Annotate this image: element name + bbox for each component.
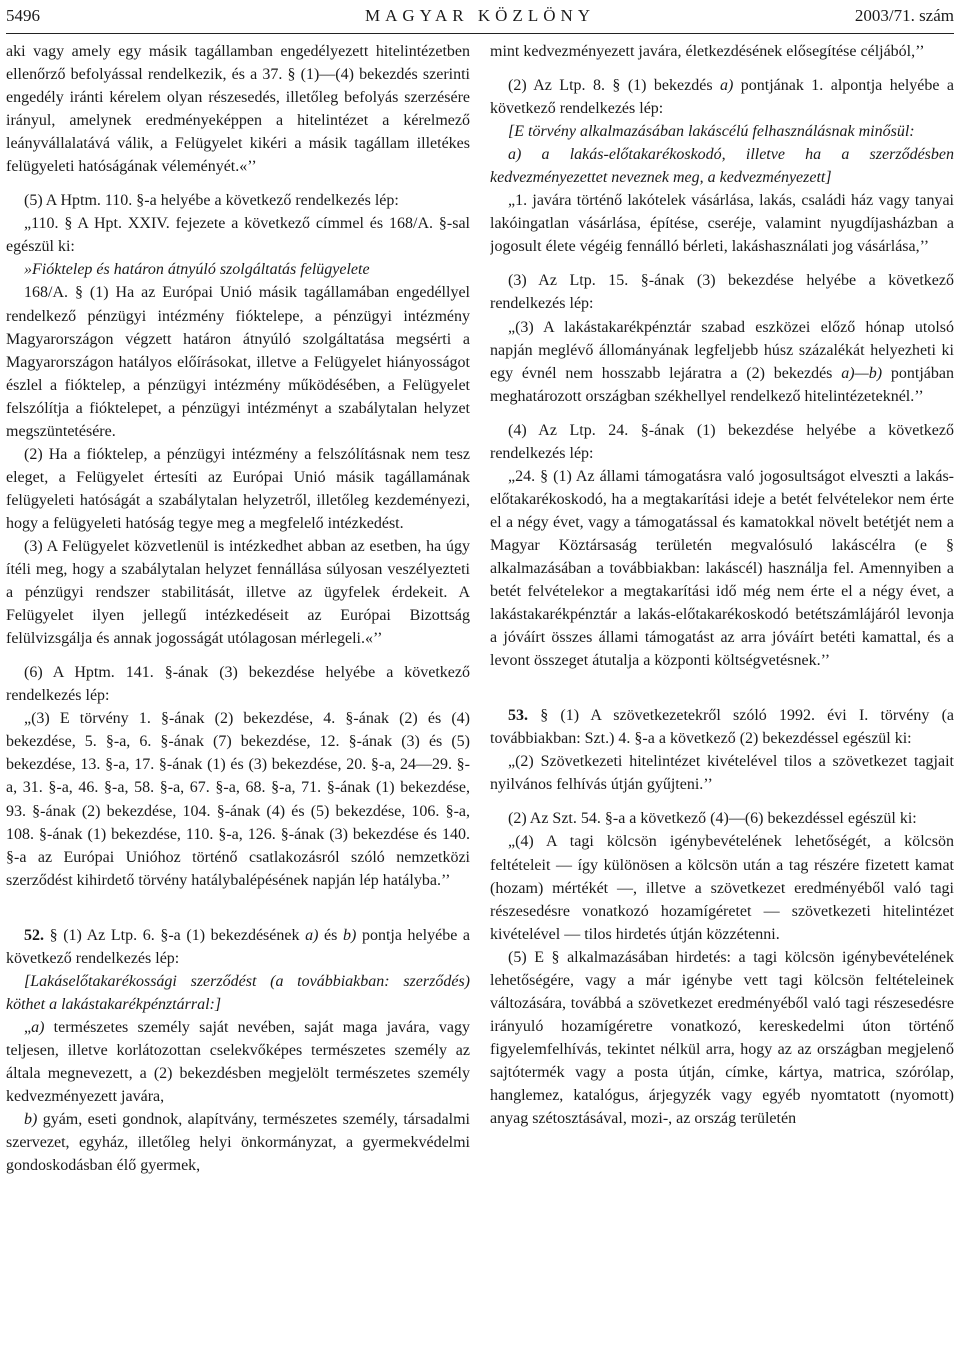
paragraph: „(4) A tagi kölcsön igénybevételének lehetőségét, a kölcsön feltételeit — így különösen a kölcsön után a tag részére fizetett kamat (hozam) mértékét —, illetve a szövetkezet eredményéből való tagi részesedésre vonatkozó hozamígéretet — szövetkezeti hitelintézet kivételével — tilos hirdetés útján közzétenni. [490,833,954,943]
paragraph: [Lakáselőtakarékossági szerződést (a továbbiakban: szerződés) köthet a lakástakarékpénztárral:] [6,972,470,1013]
text-run: § (1) Az Ltp. 6. §-a (1) bekezdésének [44,926,306,944]
paragraph: (5) E § alkalmazásában hirdetés: a tagi kölcsön igénybevételének lehetőségére, vagy a már igénybe vett tagi kölcsön feltételeinek változására, továbbá a szövetkezet eredményéből való tagi részesedésre irányuló hozamígéretre vonatkozó, kereskedelmi úton történő figyelemfelhívás, tekintet nélkül arra, hogy az az országban megjelenő sajtótermék vagy a posta útján, címke, kártya, matrica, szórólap, hanglemez, katalógus, árjegyzék vagy egyéb nyomtatott (nyomott) anyag szétosztásával, mozi-, az ország területén [490,948,954,1128]
left-column [6,40,470,1345]
page-header [6,6,954,30]
paragraph: (5) A Hptm. 110. §-a helyébe a következő rendelkezés lép: [24,192,399,210]
paragraph: mint kedvezményezett javára, életkezdésének elősegítése céljából,’’ [490,43,925,60]
text-run: a) [31,1018,45,1036]
paragraph: (6) A Hptm. 141. §-ának (3) bekezdése helyébe a következő rendelkezés lép: [6,664,470,705]
text-run: gyám, eseti gondnok, alapítvány, természetes személy, társadalmi szervezet, egyház, illetőleg helyi önkormányzat, a gyermekvédelmi gondoskodásban élő gyermek, [6,1111,470,1175]
section-52 [6,924,470,970]
paragraph: „(2) Szövetkezeti hitelintézet kivételével tilos a szövetkezet tagjait nyilvános felhívás útján gyűjteni.’’ [490,753,954,794]
text-run: „(3) A lakástakarékpénztár szabad eszközei előző hónap utolsó napján meglévő állományának legfeljebb húsz százalékát helyezheti ki egy évnél nem hosszabb lejáratra a (2) bekezdés [490,318,954,382]
paragraph: aki vagy amely egy másik tagállamban engedélyezett hitelintézetben ellenőrző befolyással rendelkezik, és a 37. § (1)—(4) bekezdés szerinti engedély iránti kérelem olyan részesedés, illetőleg befolyás szerzésére irányul, amelynek eredményeképpen a hitelintézet a kérelmező leányvállalatává válik, a Felügyelet kikéri a másik tagállam illetékes felügyeleti hatóságának véleményét.«’’ [6,43,470,176]
paragraph: „24. § (1) Az állami támogatásra való jogosultságot elveszti a lakás-előtakarékoskodó, ha a megtakarítási ideje a betét felvételekor nem érte el a négy évet, vagy a támogatással és kamatokkal növelt betétjét nem a Magyar Köztársaság területén megvalósuló lakáscélra (e § alkalmazásában a továbbiakban: lakáscél) használja fel. Amennyiben a betét felvételekor a megtakarítási idő még nem érte el a négy évet, a lakástakarékpénztár a lakás-előtakarékoskodó betétszámlájáról levonja a jóváírt összes állami támogatást az arra jóváírt betéti kamattal, és a levont összeget átutalja a központi költségvetésnek.’’ [490,467,954,670]
paragraph [490,74,954,120]
page-number: 5496 [6,6,40,25]
text-run: pontja helyébe a következő rendelkezés lép: [6,926,470,967]
text-run: § (1) A szövetkezetekről szóló 1992. évi I. törvény (a továbbiakban: Szt.) 4. §-a a következő (2) bekezdéssel egészül ki: [490,707,954,748]
paragraph: 168/A. § (1) Ha az Európai Unió másik tagállamában engedéllyel rendelkező pénzügyi intézmény fióktelepe, a pénzügyi intézmény Magyarországon végzett határon átnyúló szolgáltatása megsérti a Magyarországon hatályos előírásokat, illetve a Felügyelet hiányosságot észlel a fióktelep, a pénzügyi intézmény működésében, a Felügyelet felszólítja a fióktelepet, a pénzügyi intézményt a szabálytalan helyzet megszüntetésére. [6,284,470,440]
paragraph: (3) A Felügyelet közvetlenül is intézkedhet abban az esetben, ha úgy ítéli meg, hogy a szabálytalan helyzet fennállása súlyosan veszélyezteti a pénzügyi rendszer stabilitását, illetve az ügyfelek érdekeit. A Felügyelet ilyen jellegű intézkedéseit az Európai Bizottság felülvizsgálja és annak jogosságát utólagosan mérlegeli.«’’ [6,537,470,648]
paragraph: [E törvény alkalmazásában lakáscélú felhasználásnak minősül: [508,123,915,141]
paragraph: „1. javára történő lakótelek vásárlása, lakás, családi ház vagy tanyai lakóingatlan vásárlása, építése, cseréje, valamint nyugdíjasházban a jogosult élete végéig fennálló bérleti, lakáshasználati jog vásárlása,’’ [490,192,954,256]
section-number: 52. [24,926,44,944]
text-run: a) [305,926,319,944]
text-run: b) [343,926,357,944]
paragraph: „110. § A Hpt. XXIV. fejezete a következő címmel és 168/A. §-sal egészül ki: [6,215,470,256]
text-run: természetes személy saját nevében, saját maga javára, vagy teljesen, illetve korlátozottan cselekvőképes természetes személy az általa megnevezett, a (2) bekezdésben megjelölt természetes személy kedvezményezett javára, [6,1018,470,1106]
text-run: „ [24,1018,32,1036]
paragraph: (2) Ha a fióktelep, a pénzügyi intézmény a felszólításnak nem tesz eleget, a Felügyelet értesíti az Európai Unió másik tagállamának felügyeleti hatóságát a szabálytalan helyzetről, illetőleg kezdeményezi, hogy a felügyeleti hatóság tegye meg a megfelelő intézkedést. [6,445,470,532]
text-run: pontjában meghatározott országban székhellyel rendelkező hitelintézeteknél.’’ [490,364,954,405]
right-column [490,40,954,1345]
paragraph: a) a lakás-előtakarékoskodó, illetve ha a szerződésben kedvezményezettet neveznek meg, a kedvezményezett] [490,146,954,187]
section-title: »Fióktelep és határon átnyúló szolgáltatás felügyelete [24,261,370,279]
paragraph [490,316,954,408]
section-53 [490,704,954,750]
text-run: a) [720,77,734,95]
text-run: pontjának 1. alpontja helyébe a következő rendelkezés lép: [490,77,954,118]
text-run: a)—b) [841,364,883,382]
text-run: (2) Az Ltp. 8. § (1) bekezdés [508,77,720,95]
paragraph: „(3) E törvény 1. §-ának (2) bekezdése, 4. §-ának (2) és (4) bekezdése, 5. §-a, 6. §-ának (7) bekezdése, 12. §-ának (3) és (5) bekezdése, 13. §-a, 17. §-ának (1) és (3) bekezdése, 20. §-a, 24—29. §-a, 31. §-a, 46. §-a, 58. §-a, 67. §-a, 68. §-a, 71. §-ának (1) bekezdése, 93. §-ának (2) bekezdése, 104. §-ának (4) és (5) bekezdése, 106. §-a, 108. §-ának (1) bekezdése, 110. §-a, 126. §-ának (3) bekezdése és 140. §-a az Európai Unióhoz történő csatlakozásról szóló nemzetközi szerződést kihirdető törvény hatálybalépésének napján lép hatályba.’’ [6,710,470,889]
text-run: és [318,926,343,944]
paragraph: (2) Az Szt. 54. §-a a következő (4)—(6) bekezdéssel egészül ki: [508,810,917,828]
issue-number: 2003/71. szám [854,6,954,25]
paragraph: (3) Az Ltp. 15. §-ának (3) bekezdése helyébe a következő rendelkezés lép: [490,272,954,313]
text-run: b) [24,1111,38,1129]
header-rule [6,33,954,34]
journal-title: MAGYAR KÖZLÖNY [364,6,596,25]
paragraph [6,1108,470,1177]
paragraph: (4) Az Ltp. 24. §-ának (1) bekezdése helyébe a következő rendelkezés lép: [490,421,954,462]
paragraph [6,1016,470,1108]
section-number: 53. [508,707,528,725]
